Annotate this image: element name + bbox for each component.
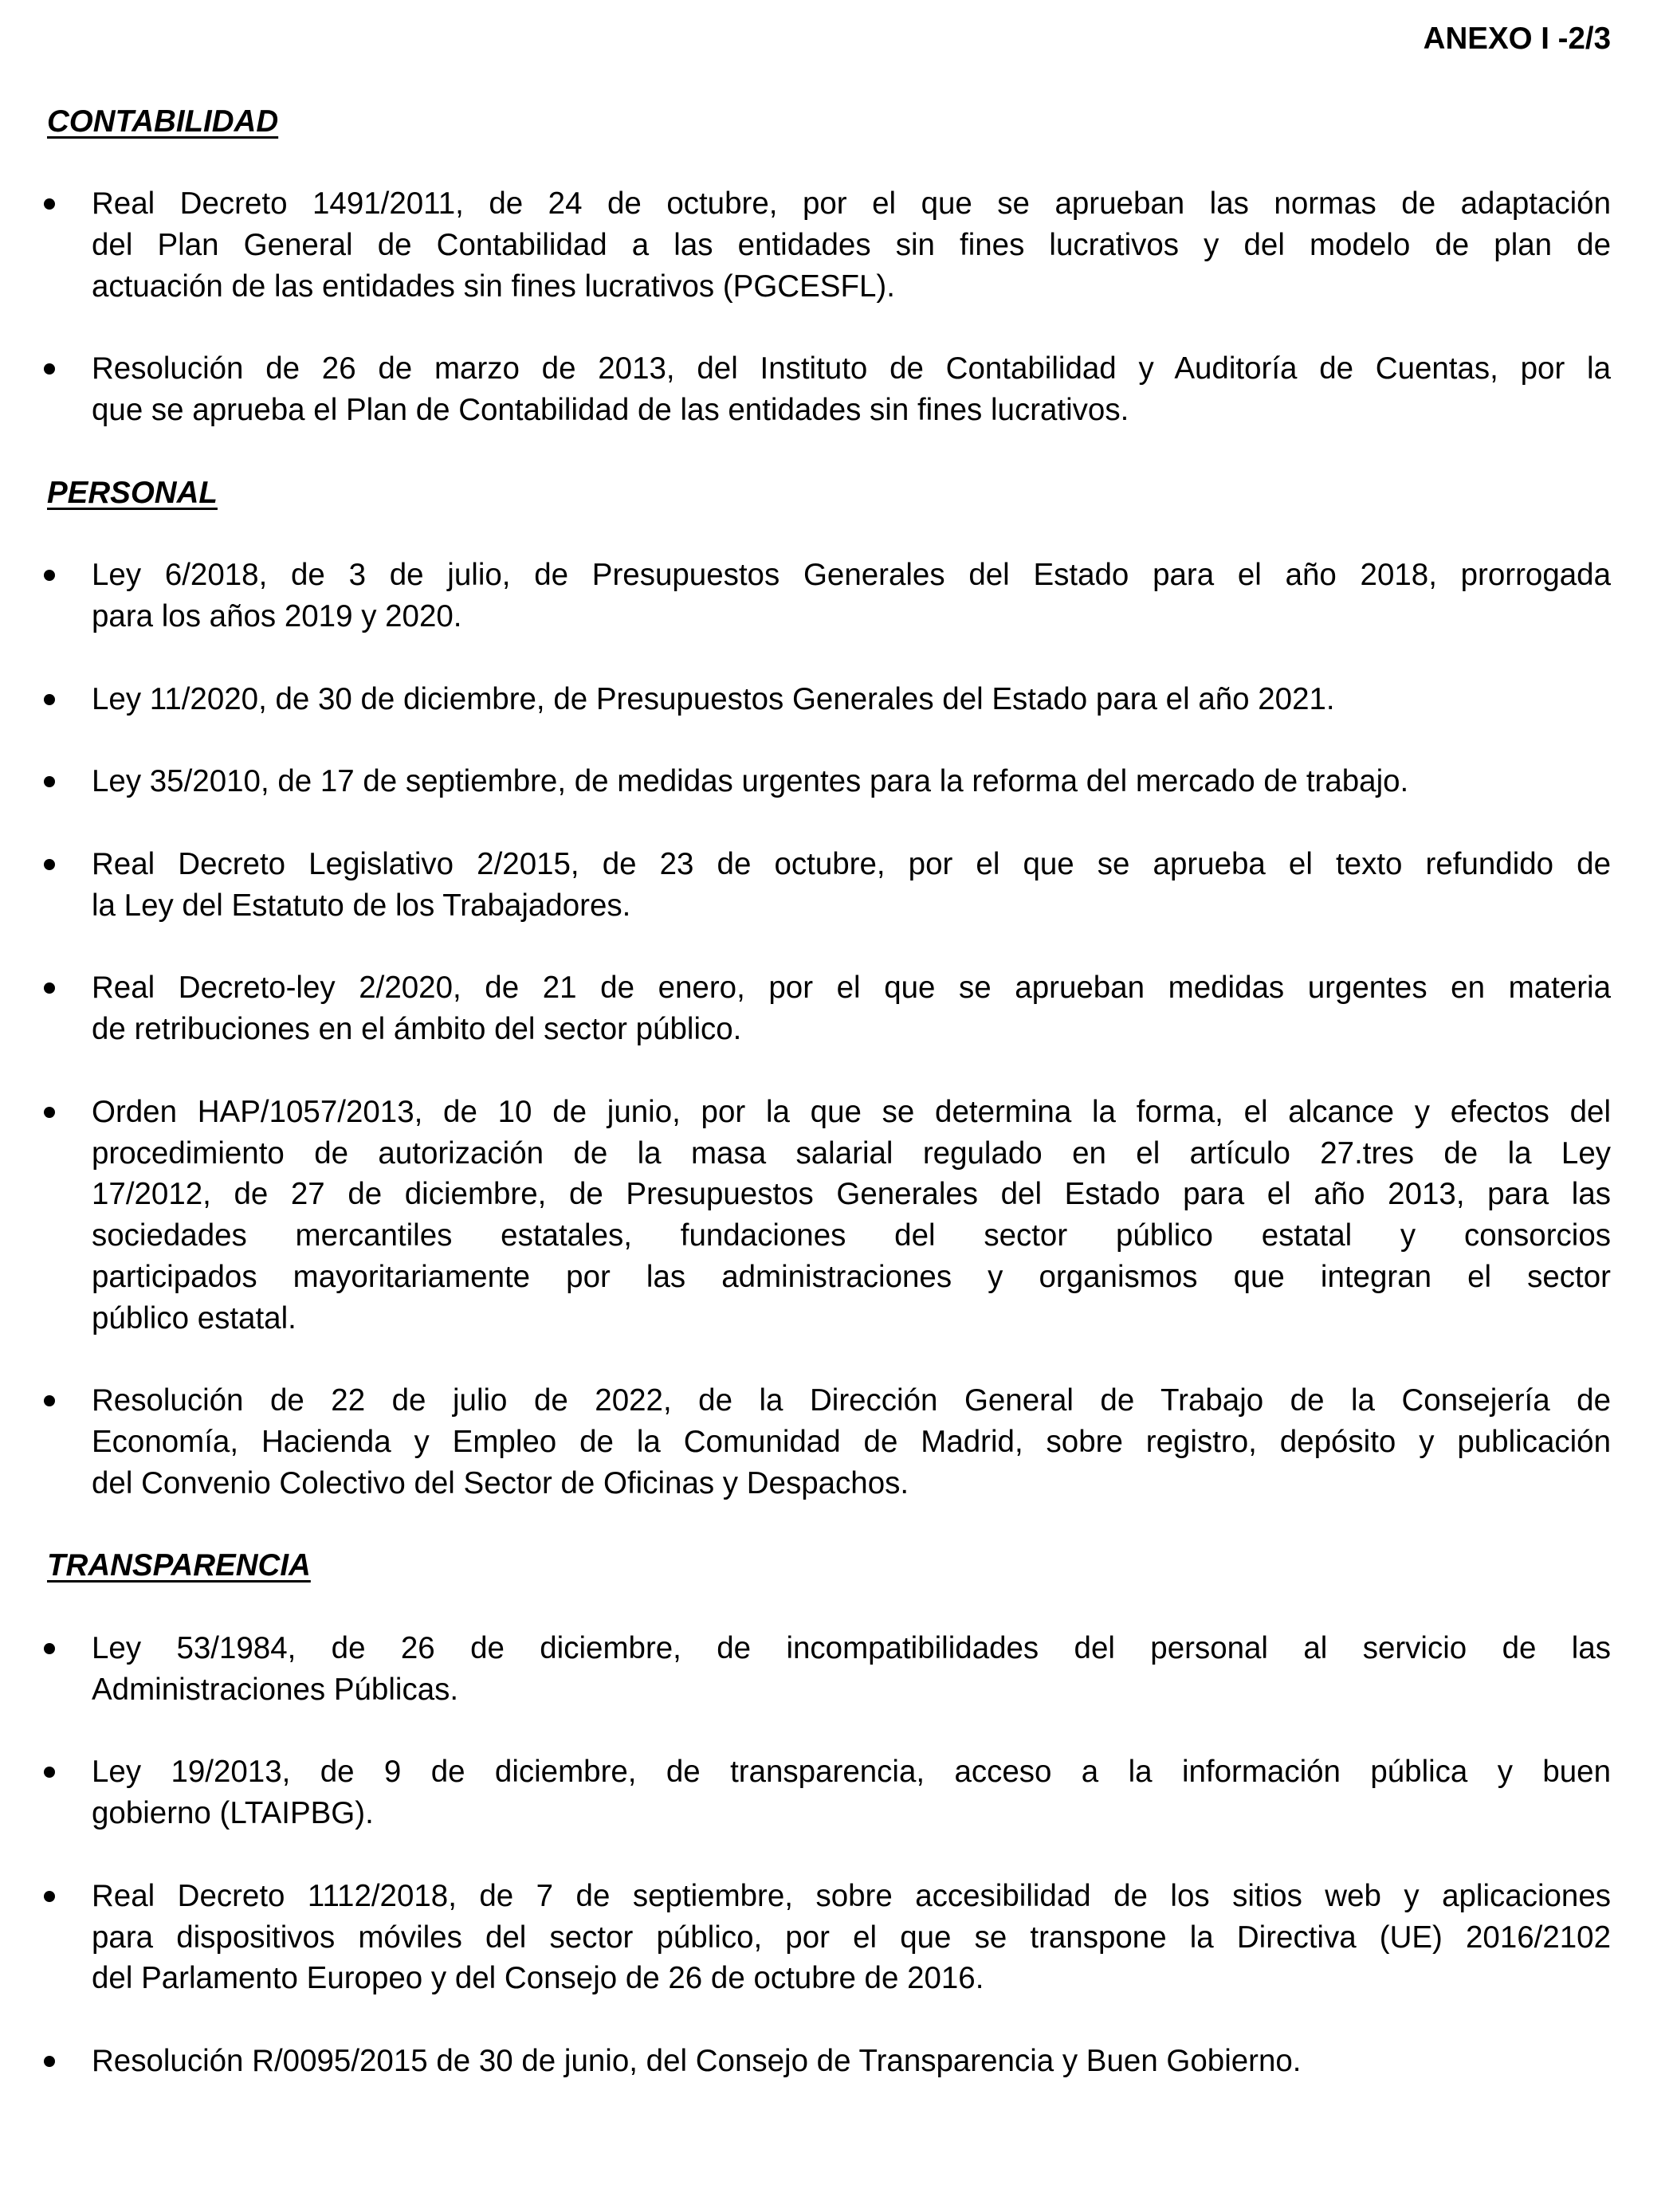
list-item-text-line: público estatal. [92, 1300, 296, 1335]
section-heading-contabilidad: CONTABILIDAD [47, 104, 279, 139]
list-item-text-line: la Ley del Estatuto de los Trabajadores. [92, 888, 631, 923]
list-item-text-line: Real Decreto-ley 2/2020, de 21 de enero, por el que se aprueban medidas urgentes en materia [92, 971, 1611, 1006]
list-item-text-line: Ley 53/1984, de 26 de diciembre, de incompatibilidades del personal al servicio de las [92, 1631, 1611, 1666]
spacer [0, 1504, 1669, 1546]
list-item [92, 555, 1611, 637]
bullet-icon [44, 570, 55, 581]
spacer [0, 308, 1669, 349]
list-item-text-line: de retribuciones en el ámbito del sector público. [92, 1012, 742, 1047]
spacer [0, 802, 1669, 844]
section-heading-personal: PERSONAL [47, 475, 218, 510]
spacer [0, 514, 1669, 555]
list-item [92, 1751, 1611, 1834]
list-item-text-line: Orden HAP/1057/2013, de 10 de junio, por la que se determina la forma, el alcance y efectos del [92, 1094, 1611, 1129]
document-page [0, 18, 1669, 2124]
spacer [0, 720, 1669, 762]
list-item [92, 2041, 1611, 2082]
spacer [0, 1339, 1669, 1381]
list-item-text-line: Resolución de 26 de marzo de 2013, del Instituto de Contabilidad y Auditoría de Cuentas, por la [92, 351, 1611, 386]
bullet-icon [44, 859, 55, 870]
list-item-text-line: 17/2012, de 27 de diciembre, de Presupuestos Generales del Estado para el año 2013, para las [92, 1177, 1611, 1212]
bullet-icon [44, 2056, 55, 2067]
list-item-text-line: del Convenio Colectivo del Sector de Oficinas y Despachos. [92, 1465, 909, 1500]
list-item [92, 967, 1611, 1050]
bullet-icon [44, 1107, 55, 1118]
spacer [0, 927, 1669, 968]
bullet-icon [44, 363, 55, 375]
list-item-text-line: Real Decreto 1491/2011, de 24 de octubre, por el que se aprueban las normas de adaptación [92, 186, 1611, 222]
list-item-text-line: Ley 11/2020, de 30 de diciembre, de Presupuestos Generales del Estado para el año 2021. [92, 681, 1335, 716]
spacer [0, 1999, 1669, 2041]
spacer [0, 2082, 1669, 2124]
list-item-text-line: procedimiento de autorización de la masa salarial regulado en el artículo 27.tres de la Ley [92, 1135, 1611, 1171]
list-item [92, 1628, 1611, 1711]
list-item [92, 679, 1611, 720]
list-item-text-line: sociedades mercantiles estatales, fundaciones del sector público estatal y consorcios [92, 1218, 1611, 1253]
list-item [92, 1092, 1611, 1339]
spacer [0, 60, 1669, 101]
spacer [0, 1586, 1669, 1628]
list-item [92, 1876, 1611, 1999]
sections [0, 101, 1669, 2124]
list-item-text-line: Ley 6/2018, de 3 de julio, de Presupuestos Generales del Estado para el año 2018, prorrogada [92, 558, 1611, 593]
list-item-text-line: participados mayoritariamente por las administraciones y organismos que integran el sector [92, 1259, 1611, 1294]
list-item-text-line: que se aprueba el Plan de Contabilidad de las entidades sin fines lucrativos. [92, 393, 1129, 428]
bullet-icon [44, 982, 55, 994]
list-item [92, 1380, 1611, 1504]
list-item-text-line: Ley 35/2010, de 17 de septiembre, de medidas urgentes para la reforma del mercado de trabajo. [92, 764, 1409, 799]
list-item-text-line: del Plan General de Contabilidad a las entidades sin fines lucrativos y del modelo de plan de [92, 227, 1611, 262]
bullet-icon [44, 1891, 55, 1902]
spacer [0, 431, 1669, 473]
list-item-text-line: Administraciones Públicas. [92, 1672, 459, 1707]
list-item [92, 183, 1611, 307]
bullet-icon [44, 1395, 55, 1406]
list-item-text-line: gobierno (LTAIPBG). [92, 1796, 374, 1831]
list-item [92, 348, 1611, 431]
list-item-text-line: del Parlamento Europeo y del Consejo de 26 de octubre de 2016. [92, 1961, 984, 1996]
bullet-icon [44, 198, 55, 210]
list-item-text-line: para los años 2019 y 2020. [92, 599, 462, 634]
spacer [0, 1834, 1669, 1876]
list-item-text-line: actuación de las entidades sin fines lucrativos (PGCESFL). [92, 269, 895, 304]
list-item-text-line: para dispositivos móviles del sector público, por el que se transpone la Directiva (UE) 2016/2102 [92, 1920, 1611, 1955]
spacer [0, 637, 1669, 679]
spacer [0, 142, 1669, 183]
list-item [92, 761, 1611, 802]
section-heading-transparencia: TRANSPARENCIA [47, 1548, 311, 1583]
bullet-icon [44, 1767, 55, 1778]
list-item [92, 844, 1611, 927]
list-item-text-line: Ley 19/2013, de 9 de diciembre, de transparencia, acceso a la información pública y buen [92, 1755, 1611, 1790]
bullet-icon [44, 694, 55, 705]
list-item-text-line: Real Decreto 1112/2018, de 7 de septiembre, sobre accesibilidad de los sitios web y aplicaciones [92, 1878, 1611, 1913]
list-item-text-line: Resolución de 22 de julio de 2022, de la Dirección General de Trabajo de la Consejería de [92, 1383, 1611, 1418]
bullet-icon [44, 1643, 55, 1654]
list-item-text-line: Economía, Hacienda y Empleo de la Comunidad de Madrid, sobre registro, depósito y publicación [92, 1425, 1611, 1460]
spacer [0, 1711, 1669, 1752]
bullet-icon [44, 776, 55, 787]
spacer [0, 1050, 1669, 1092]
list-item-text-line: Real Decreto Legislativo 2/2015, de 23 de octubre, por el que se aprueba el texto refundido de [92, 846, 1611, 881]
list-item-text-line: Resolución R/0095/2015 de 30 de junio, del Consejo de Transparencia y Buen Gobierno. [92, 2044, 1302, 2079]
annex-label: ANEXO I -2/3 [1423, 22, 1611, 56]
